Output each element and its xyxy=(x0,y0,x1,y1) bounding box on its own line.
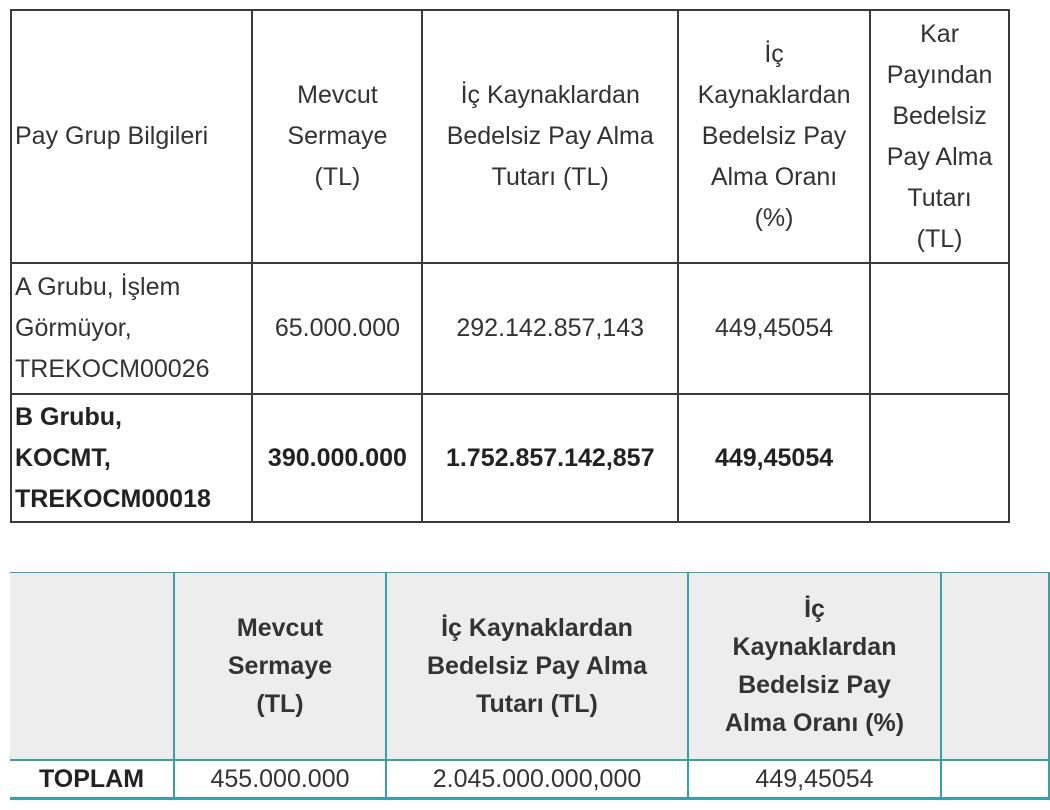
pay-group-table xyxy=(10,9,1010,523)
header-extra xyxy=(941,573,1049,761)
header-empty xyxy=(10,573,174,761)
capital-cell: 390.000.000 xyxy=(252,394,422,522)
total-capital-cell: 455.000.000 xyxy=(174,760,386,799)
header-internal-bonus-rate: İç Kaynaklardan Bedelsiz Pay Alma Oranı (%) xyxy=(678,10,870,263)
header-current-capital: Mevcut Sermaye (TL) xyxy=(252,10,422,263)
internal-rate-cell: 449,45054 xyxy=(678,263,870,394)
table-row xyxy=(11,394,1009,522)
table-row xyxy=(11,263,1009,394)
profit-amount-cell xyxy=(870,394,1009,522)
total-label: TOPLAM xyxy=(10,760,174,799)
group-info-cell: A Grubu, İşlem Görmüyor, TREKOCM00026 xyxy=(11,263,252,394)
header-pay-group-info: Pay Grup Bilgileri xyxy=(11,10,252,263)
total-internal-rate-cell: 449,45054 xyxy=(688,760,941,799)
table-header-row xyxy=(11,10,1009,263)
internal-amount-cell: 292.142.857,143 xyxy=(422,263,678,394)
total-table xyxy=(10,572,1050,800)
capital-cell: 65.000.000 xyxy=(252,263,422,394)
header-profit-bonus-amount: Kar Payından Bedelsiz Pay Alma Tutarı (TL) xyxy=(870,10,1009,263)
header-current-capital: Mevcut Sermaye (TL) xyxy=(174,573,386,761)
internal-rate-cell: 449,45054 xyxy=(678,394,870,522)
internal-amount-cell: 1.752.857.142,857 xyxy=(422,394,678,522)
header-internal-bonus-amount: İç Kaynaklardan Bedelsiz Pay Alma Tutarı (TL) xyxy=(422,10,678,263)
group-info-cell: B Grubu, KOCMT, TREKOCM00018 xyxy=(11,394,252,522)
total-internal-amount-cell: 2.045.000.000,000 xyxy=(386,760,688,799)
table-header-row xyxy=(10,573,1049,761)
total-row xyxy=(10,760,1049,799)
profit-amount-cell xyxy=(870,263,1009,394)
total-extra-cell xyxy=(941,760,1049,799)
header-internal-bonus-rate: İç Kaynaklardan Bedelsiz Pay Alma Oranı (%) xyxy=(688,573,941,761)
header-internal-bonus-amount: İç Kaynaklardan Bedelsiz Pay Alma Tutarı (TL) xyxy=(386,573,688,761)
